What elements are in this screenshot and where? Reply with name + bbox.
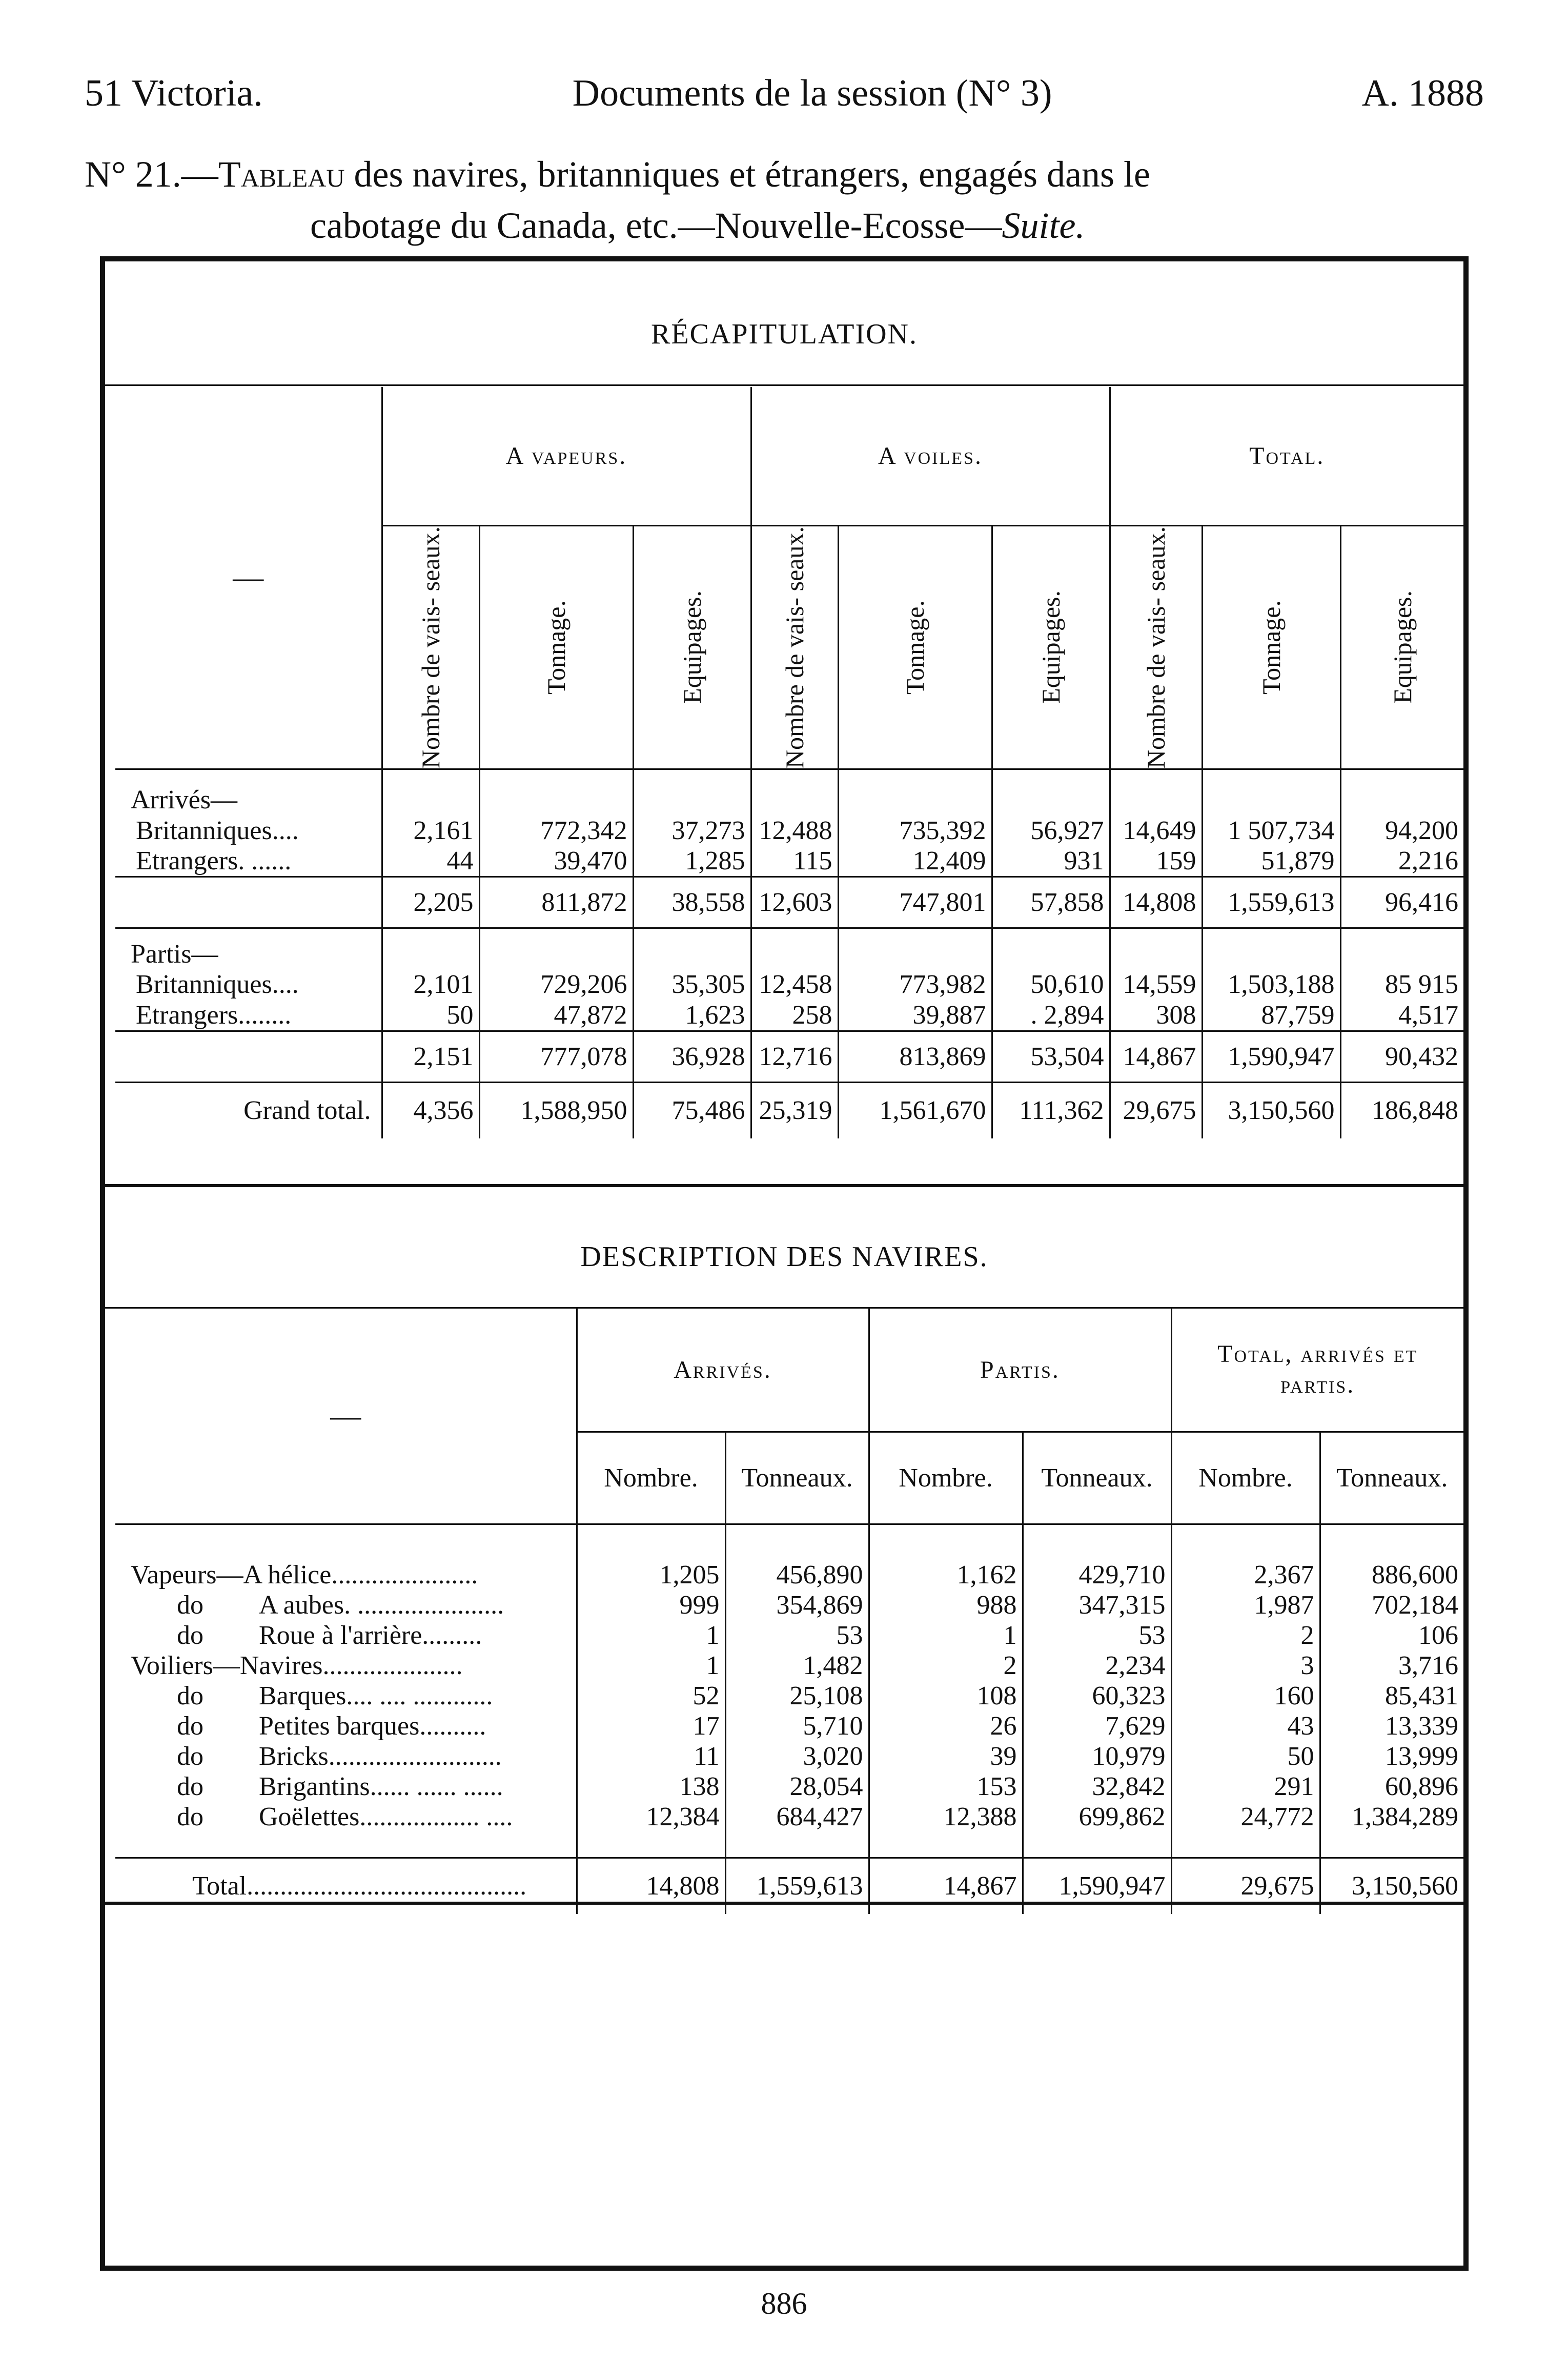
cell: 12,488: [751, 815, 838, 846]
subcol-header: Nombre de vais- seaux.: [751, 525, 838, 769]
cell: 50: [382, 1000, 479, 1031]
cell: 699,862: [1023, 1802, 1171, 1832]
row-label: [115, 1771, 577, 1802]
group-arrives: Arrivés.: [577, 1309, 869, 1432]
cell: 14,867: [1110, 1031, 1202, 1082]
cell: 4,356: [382, 1082, 479, 1138]
cell: 1: [577, 1650, 725, 1681]
cell: 1,623: [633, 1000, 751, 1031]
cell: 12,409: [838, 846, 992, 877]
table-row: [115, 1560, 1463, 1590]
row-type: Brigantins...... ...... ......: [259, 1772, 503, 1801]
cell: 702,184: [1320, 1590, 1463, 1620]
description-heading: DESCRIPTION DES NAVIRES.: [580, 1241, 988, 1273]
table-row: [115, 1620, 1463, 1650]
row-category: Vapeurs—: [131, 1560, 243, 1589]
cell: 7,629: [1023, 1711, 1171, 1741]
cell: 12,458: [751, 969, 838, 1000]
subcol-header: Tonneaux.: [1320, 1432, 1463, 1524]
cell: 1,384,289: [1320, 1802, 1463, 1832]
cell: . 2,894: [992, 1000, 1110, 1031]
cell: 3,716: [1320, 1650, 1463, 1681]
running-header: [85, 72, 1484, 115]
cell: 3: [1171, 1650, 1320, 1681]
subcol-header: Nombre de vais- seaux.: [1110, 525, 1202, 769]
cell: 60,896: [1320, 1771, 1463, 1802]
cell: 94,200: [1340, 815, 1463, 846]
cell: 29,675: [1110, 1082, 1202, 1138]
table-row: [115, 1650, 1463, 1681]
cell: 1,561,670: [838, 1082, 992, 1138]
cell: 25,108: [725, 1681, 869, 1711]
cell: 999: [577, 1590, 725, 1620]
cell: 75,486: [633, 1082, 751, 1138]
header-right: A. 1888: [1361, 72, 1484, 114]
cell: 1,559,613: [1202, 877, 1340, 928]
subcol-header: Equipages.: [992, 525, 1110, 769]
cell: 2: [869, 1650, 1023, 1681]
cell: 26: [869, 1711, 1023, 1741]
title-line2-text: cabotage du Canada, etc.—Nouvelle-Ecosse—: [310, 205, 1002, 246]
cell: 13,339: [1320, 1711, 1463, 1741]
cell: 1,559,613: [725, 1858, 869, 1914]
cell: 13,999: [1320, 1741, 1463, 1771]
cell: 988: [869, 1590, 1023, 1620]
table-row: [115, 769, 1463, 815]
cell: 2,161: [382, 815, 479, 846]
cell: 39,470: [479, 846, 633, 877]
row-type: Goëlettes.................. ....: [259, 1802, 513, 1831]
cell: 14,559: [1110, 969, 1202, 1000]
row-label: Britanniques....: [136, 970, 299, 1000]
cell: 813,869: [838, 1031, 992, 1082]
row-label: [115, 1711, 577, 1741]
group-vapeurs: A vapeurs.: [382, 387, 751, 525]
cell: 50,610: [992, 969, 1110, 1000]
row-category: Voiliers—: [131, 1651, 240, 1680]
cell: 14,649: [1110, 815, 1202, 846]
row-type: Barques.... .... ............: [259, 1681, 493, 1710]
cell: 25,319: [751, 1082, 838, 1138]
grand-total-row: [115, 1082, 1463, 1138]
cell: 12,603: [751, 877, 838, 928]
cell: 111,362: [992, 1082, 1110, 1138]
cell: 3,150,560: [1202, 1082, 1340, 1138]
cell: 53: [725, 1620, 869, 1650]
total-row: [115, 1858, 1463, 1914]
cell: 14,808: [1110, 877, 1202, 928]
cell: 106: [1320, 1620, 1463, 1650]
cell: 886,600: [1320, 1560, 1463, 1590]
cell: 52: [577, 1681, 725, 1711]
group-total: Total.: [1110, 387, 1463, 525]
row-label: [115, 1802, 577, 1832]
grand-total-label: Grand total.: [243, 1096, 371, 1126]
subcol-header: Nombre de vais- seaux.: [382, 525, 479, 769]
title-number: N° 21.—: [85, 154, 218, 195]
cell: 1,482: [725, 1650, 869, 1681]
page-number: 886: [761, 2287, 807, 2320]
row-category: do: [177, 1621, 203, 1650]
cell: 1,205: [577, 1560, 725, 1590]
cell: 29,675: [1171, 1858, 1320, 1914]
cell: 24,772: [1171, 1802, 1320, 1832]
cell: 1,285: [633, 846, 751, 877]
cell: 1,162: [869, 1560, 1023, 1590]
cell: 115: [751, 846, 838, 877]
divider: [105, 384, 1463, 386]
cell: 1: [869, 1620, 1023, 1650]
cell: 12,384: [577, 1802, 725, 1832]
cell: 35,305: [633, 969, 751, 1000]
header-center: Documents de la session (N° 3): [572, 72, 1052, 114]
table-row: [115, 969, 1463, 1000]
header-left: 51 Victoria.: [85, 72, 263, 114]
cell: 44: [382, 846, 479, 877]
title-word: Tableau: [218, 154, 345, 195]
document-title: [85, 149, 1484, 251]
cell: 347,315: [1023, 1590, 1171, 1620]
cell: 5,710: [725, 1711, 869, 1741]
cell: 811,872: [479, 877, 633, 928]
cell: 2,151: [382, 1031, 479, 1082]
divider: [105, 1184, 1463, 1187]
cell: 931: [992, 846, 1110, 877]
cell: 308: [1110, 1000, 1202, 1031]
cell: 37,273: [633, 815, 751, 846]
cell: 96,416: [1340, 877, 1463, 928]
cell: 354,869: [725, 1590, 869, 1620]
cell: 773,982: [838, 969, 992, 1000]
row-label: Etrangers. ......: [136, 846, 292, 876]
cell: 36,928: [633, 1031, 751, 1082]
row-label: [115, 1741, 577, 1771]
total-label: Total..........................................: [192, 1871, 527, 1901]
subcol-header: Equipages.: [1340, 525, 1463, 769]
table-row: [115, 928, 1463, 969]
cell: 53: [1023, 1620, 1171, 1650]
recap-table: [115, 387, 1463, 1138]
row-type: A aubes. ......................: [259, 1591, 504, 1620]
subcol-header: Tonnage.: [1202, 525, 1340, 769]
table-row: [115, 1711, 1463, 1741]
cell: 32,842: [1023, 1771, 1171, 1802]
row-category: do: [177, 1681, 203, 1710]
cell: 1,987: [1171, 1590, 1320, 1620]
cell: 85 915: [1340, 969, 1463, 1000]
cell: 684,427: [725, 1802, 869, 1832]
divider: [105, 1902, 1463, 1905]
row-label: [115, 1590, 577, 1620]
row-category: do: [177, 1711, 203, 1741]
group-voiles: A voiles.: [751, 387, 1110, 525]
subcol-header: Nombre.: [1171, 1432, 1320, 1524]
row-category: do: [177, 1802, 203, 1831]
cell: 2,101: [382, 969, 479, 1000]
cell: 10,979: [1023, 1741, 1171, 1771]
cell: 12,716: [751, 1031, 838, 1082]
row-type: Bricks..........................: [259, 1742, 502, 1771]
row-category: do: [177, 1742, 203, 1771]
cell: 160: [1171, 1681, 1320, 1711]
row-label: Britanniques....: [136, 816, 299, 845]
cell: 456,890: [725, 1560, 869, 1590]
cell: 11: [577, 1741, 725, 1771]
subtotal-row: [115, 877, 1463, 928]
cell: 159: [1110, 846, 1202, 877]
table-row: [115, 1802, 1463, 1832]
cell: 3,150,560: [1320, 1858, 1463, 1914]
cell: 14,808: [577, 1858, 725, 1914]
row-type: A hélice......................: [243, 1560, 478, 1589]
subtotal-row: [115, 1031, 1463, 1082]
cell: 38,558: [633, 877, 751, 928]
table-row: [115, 1000, 1463, 1031]
cell: 2,367: [1171, 1560, 1320, 1590]
table-row: [115, 1741, 1463, 1771]
cell: 1,503,188: [1202, 969, 1340, 1000]
cell: 291: [1171, 1771, 1320, 1802]
cell: 51,879: [1202, 846, 1340, 877]
cell: 53,504: [992, 1031, 1110, 1082]
recap-dash: —: [233, 560, 264, 595]
recap-heading: RÉCAPITULATION.: [651, 318, 918, 350]
cell: 186,848: [1340, 1082, 1463, 1138]
cell: 50: [1171, 1741, 1320, 1771]
cell: 1 507,734: [1202, 815, 1340, 846]
cell: 47,872: [479, 1000, 633, 1031]
table-row: [115, 1681, 1463, 1711]
group-partis: Partis.: [869, 1309, 1171, 1432]
subcol-header: Equipages.: [633, 525, 751, 769]
row-category: do: [177, 1591, 203, 1620]
cell: 85,431: [1320, 1681, 1463, 1711]
cell: 772,342: [479, 815, 633, 846]
title-line-2: [85, 200, 1484, 251]
cell: 153: [869, 1771, 1023, 1802]
cell: 2,234: [1023, 1650, 1171, 1681]
cell: 57,858: [992, 877, 1110, 928]
table-frame: [100, 256, 1469, 2271]
row-type: Roue à l'arrière.........: [259, 1621, 482, 1650]
cell: 735,392: [838, 815, 992, 846]
group-total-arrives-partis: Total, arrivés et partis.: [1171, 1309, 1463, 1432]
subcol-header: Nombre.: [869, 1432, 1023, 1524]
cell: 28,054: [725, 1771, 869, 1802]
cell: 17: [577, 1711, 725, 1741]
cell: 258: [751, 1000, 838, 1031]
cell: 2,216: [1340, 846, 1463, 877]
subcol-header: Tonneaux.: [1023, 1432, 1171, 1524]
subcol-header: Nombre.: [577, 1432, 725, 1524]
row-type: Navires.....................: [239, 1651, 463, 1680]
row-label: [115, 1560, 577, 1590]
subcol-header: Tonnage.: [479, 525, 633, 769]
description-dash: —: [330, 1398, 361, 1433]
row-label: [115, 1650, 577, 1681]
title-line2-italic: Suite.: [1002, 205, 1085, 246]
row-label: [115, 1681, 577, 1711]
subcol-header: Tonnage.: [838, 525, 992, 769]
section-label: Arrivés—: [131, 785, 237, 815]
cell: 747,801: [838, 877, 992, 928]
section-label: Partis—: [131, 939, 218, 969]
table-row: [115, 815, 1463, 846]
cell: 3,020: [725, 1741, 869, 1771]
cell: 777,078: [479, 1031, 633, 1082]
cell: 138: [577, 1771, 725, 1802]
table-row: [115, 846, 1463, 877]
cell: 2: [1171, 1620, 1320, 1650]
title-line1-rest: des navires, britanniques et étrangers, engagés dans le: [344, 154, 1150, 195]
table-row: [115, 1590, 1463, 1620]
cell: 429,710: [1023, 1560, 1171, 1590]
title-line-1: [85, 149, 1484, 200]
description-table: [115, 1309, 1463, 1914]
cell: 90,432: [1340, 1031, 1463, 1082]
cell: 43: [1171, 1711, 1320, 1741]
table-row: [115, 1771, 1463, 1802]
cell: 1,590,947: [1202, 1031, 1340, 1082]
cell: 1: [577, 1620, 725, 1650]
cell: 87,759: [1202, 1000, 1340, 1031]
row-category: do: [177, 1772, 203, 1801]
row-label: [115, 1620, 577, 1650]
cell: 60,323: [1023, 1681, 1171, 1711]
row-label: Etrangers........: [136, 1000, 292, 1030]
cell: 729,206: [479, 969, 633, 1000]
subcol-header: Tonneaux.: [725, 1432, 869, 1524]
cell: 2,205: [382, 877, 479, 928]
cell: 4,517: [1340, 1000, 1463, 1031]
cell: 39: [869, 1741, 1023, 1771]
cell: 14,867: [869, 1858, 1023, 1914]
cell: 108: [869, 1681, 1023, 1711]
cell: 1,588,950: [479, 1082, 633, 1138]
cell: 1,590,947: [1023, 1858, 1171, 1914]
cell: 12,388: [869, 1802, 1023, 1832]
cell: 56,927: [992, 815, 1110, 846]
cell: 39,887: [838, 1000, 992, 1031]
row-type: Petites barques..........: [259, 1711, 486, 1741]
